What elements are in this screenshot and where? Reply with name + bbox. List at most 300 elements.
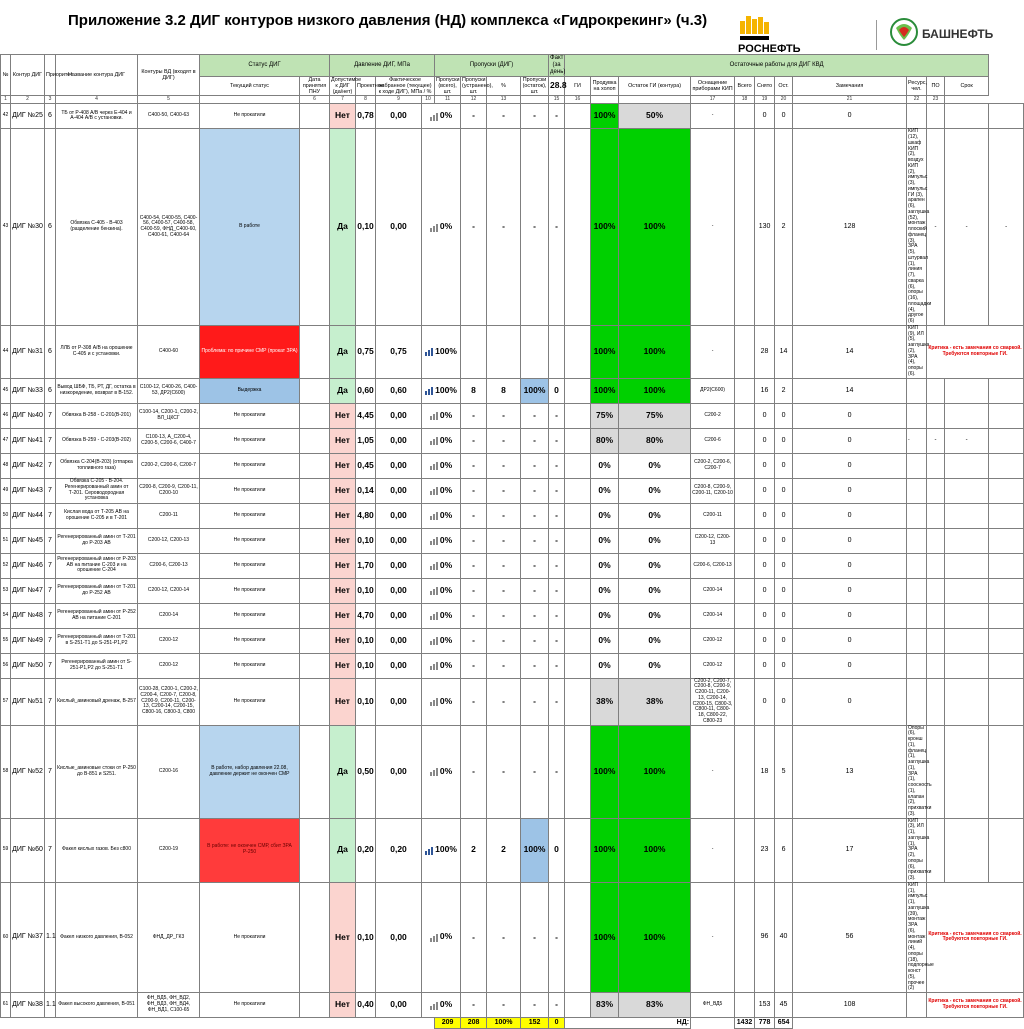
- contour-cell: ДИГ №51: [11, 678, 45, 725]
- resources-cell: -: [927, 428, 945, 453]
- vd-cell: С200-12: [138, 628, 200, 653]
- gaps-total-cell: -: [461, 478, 487, 503]
- left-cell: 0: [793, 403, 907, 428]
- left-cell: 14: [793, 378, 907, 403]
- table-row: [1, 325, 1024, 378]
- admitted-cell: Нет: [330, 403, 356, 428]
- signal-bars-icon: [430, 1000, 439, 1010]
- actual-pct-cell: [422, 678, 461, 725]
- status-cell: Не прокатили: [200, 503, 300, 528]
- gaps-pct-cell: -: [521, 653, 549, 678]
- gaps-total-cell: -: [461, 403, 487, 428]
- status-cell: Не прокатили: [200, 882, 300, 992]
- vd-cell: С400-50, С400-63: [138, 104, 200, 129]
- table-body: [1, 104, 1024, 1018]
- column-number: 21: [793, 96, 907, 104]
- gaps-total-cell: -: [461, 578, 487, 603]
- name-cell: Факел высокого давления, В-051: [56, 993, 138, 1018]
- table-row: [1, 503, 1024, 528]
- row-number: 52: [1, 553, 11, 578]
- contour-cell: ДИГ №33: [11, 378, 45, 403]
- term-cell: [989, 503, 1024, 528]
- date-cell: [300, 578, 330, 603]
- resources-cell: [927, 603, 945, 628]
- actual-pct-cell: [422, 528, 461, 553]
- gaps-fixed-cell: -: [487, 129, 521, 326]
- gaps-fixed-cell: -: [487, 678, 521, 725]
- col-no: №: [1, 55, 11, 96]
- purge-cell: 0%: [619, 553, 691, 578]
- status-cell: Не прокатили: [200, 104, 300, 129]
- gaps-left-cell: -: [549, 603, 565, 628]
- fact-cell: [565, 428, 591, 453]
- col-po: ПО: [927, 76, 945, 96]
- date-cell: [300, 603, 330, 628]
- gaps-left-cell: -: [549, 528, 565, 553]
- left-cell: 0: [793, 104, 907, 129]
- total-cell: 28: [755, 325, 775, 378]
- po-cell: [945, 578, 989, 603]
- remarks-cell: [907, 578, 927, 603]
- actual-pct-cell: [422, 104, 461, 129]
- gaps-left-cell: -: [549, 653, 565, 678]
- rest-gi-cell: -: [691, 725, 735, 818]
- actual-cell: 0,00: [376, 453, 422, 478]
- gaps-fixed-cell: -: [487, 403, 521, 428]
- actual-cell: 0,00: [376, 725, 422, 818]
- actual-pct-cell: [422, 378, 461, 403]
- remarks-cell: [907, 628, 927, 653]
- gaps-left-cell: -: [549, 129, 565, 326]
- remarks-cell: [907, 528, 927, 553]
- signal-bars-icon: [430, 932, 439, 942]
- kip-cell: [735, 403, 755, 428]
- resources-cell: [927, 503, 945, 528]
- admitted-cell: Нет: [330, 478, 356, 503]
- actual-pct-label: 100%: [435, 384, 457, 395]
- row-number: 57: [1, 678, 11, 725]
- gaps-left-cell: -: [549, 453, 565, 478]
- design-cell: 0,10: [356, 882, 376, 992]
- gaps-pct-cell: -: [521, 428, 549, 453]
- total-removed: 778: [755, 1018, 775, 1029]
- rest-gi-cell: ДР2(С600): [691, 378, 735, 403]
- col-gaps-left: Пропуски (остаток), шт.: [521, 76, 549, 96]
- design-cell: 0,10: [356, 578, 376, 603]
- priority-cell: 7: [45, 453, 56, 478]
- admitted-cell: Нет: [330, 553, 356, 578]
- priority-cell: 7: [45, 628, 56, 653]
- actual-pct-cell: [422, 725, 461, 818]
- vd-cell: С200-2, С200-6, С200-7: [138, 453, 200, 478]
- left-cell: 0: [793, 453, 907, 478]
- remarks-cell: КИП (9), ИЛ (5), заглушка (2), ЗРА (4), опоры (6).: [908, 324, 930, 377]
- name-cell: Регенерированный амин от Р-203 АВ на питание С-203 и на орошение С-204: [56, 553, 138, 578]
- total-cell: 18: [755, 725, 775, 818]
- column-number: 6: [300, 96, 330, 104]
- actual-pct-label: 0%: [439, 221, 453, 232]
- left-cell: 17: [793, 818, 907, 882]
- remarks-cell: [907, 503, 927, 528]
- po-cell: [945, 553, 989, 578]
- vd-cell: ФН_ВД5, ФН_ВД2, ФН_ВД3, ФН_ВД4, ФН_ВД1, С100-65: [138, 993, 200, 1018]
- removed-cell: 0: [775, 528, 793, 553]
- total-cell: 0: [755, 478, 775, 503]
- priority-cell: 7: [45, 553, 56, 578]
- row-number: 60: [1, 882, 11, 992]
- admitted-cell: Нет: [330, 104, 356, 129]
- vd-cell: С200-6, С200-13: [138, 553, 200, 578]
- priority-cell: 7: [45, 678, 56, 725]
- total-cell: 0: [755, 578, 775, 603]
- total-cell: 0: [755, 678, 775, 725]
- gaps-pct-cell: -: [521, 603, 549, 628]
- term-cell: [989, 428, 1024, 453]
- total-fixed: 208: [461, 1018, 487, 1029]
- po-cell: [945, 378, 989, 403]
- status-cell: Не прокатили: [200, 678, 300, 725]
- name-cell: Регенерированный амин от Т-201 до Р-203 АВ: [56, 528, 138, 553]
- total-cell: 0: [755, 104, 775, 129]
- gaps-pct-cell: -: [521, 478, 549, 503]
- date-cell: [300, 993, 330, 1018]
- removed-cell: 5: [775, 725, 793, 818]
- gaps-fixed-cell: -: [487, 882, 521, 992]
- row-number: 48: [1, 453, 11, 478]
- row-number: 55: [1, 628, 11, 653]
- date-cell: [300, 478, 330, 503]
- gaps-total-cell: -: [461, 129, 487, 326]
- table-row: [1, 603, 1024, 628]
- col-design: Проектное: [356, 76, 376, 96]
- name-cell: Регенерированный амин от Т-201 до Р-252 АВ: [56, 578, 138, 603]
- gi-cell: 80%: [591, 428, 619, 453]
- po-cell: [945, 653, 989, 678]
- actual-pct-cell: [422, 578, 461, 603]
- gaps-total-cell: -: [461, 882, 487, 992]
- po-cell: [945, 403, 989, 428]
- name-cell: Регенерированный амин от Р-252 АВ на питание С-201: [56, 603, 138, 628]
- vd-cell: С400-60: [138, 325, 200, 378]
- left-cell: 0: [793, 553, 907, 578]
- design-cell: 0,10: [356, 628, 376, 653]
- gaps-pct-cell: 100%: [521, 378, 549, 403]
- term-cell: [989, 553, 1024, 578]
- column-number: 13: [487, 96, 521, 104]
- actual-cell: 0,20: [376, 818, 422, 882]
- fact-cell: [565, 553, 591, 578]
- contour-cell: ДИГ №50: [11, 653, 45, 678]
- column-number: 20: [775, 96, 793, 104]
- purge-cell: 100%: [619, 129, 691, 326]
- po-cell: [945, 725, 989, 818]
- signal-bars-icon: [430, 536, 439, 546]
- actual-cell: 0,00: [376, 478, 422, 503]
- date-cell: [300, 818, 330, 882]
- kip-cell: [735, 453, 755, 478]
- column-number: 15: [549, 96, 565, 104]
- col-gaps-total: Пропуски (всего), шт.: [436, 76, 460, 96]
- left-cell: 0: [793, 503, 907, 528]
- kip-cell: [735, 503, 755, 528]
- rosneft-logo: [738, 14, 868, 56]
- term-cell: [989, 628, 1024, 653]
- removed-cell: 2: [775, 378, 793, 403]
- actual-pct-label: 0%: [439, 434, 453, 445]
- removed-cell: 14: [775, 325, 793, 378]
- actual-cell: 0,00: [376, 628, 422, 653]
- actual-pct-label: 0%: [439, 765, 453, 776]
- rest-gi-cell: С200-2, С200-6, С200-7: [691, 453, 735, 478]
- col-priority: Приоритет: [45, 55, 56, 96]
- row-number: 58: [1, 725, 11, 818]
- fact-value: 28.8: [549, 76, 565, 96]
- gaps-pct-cell: -: [521, 104, 549, 129]
- bashneft-logo: [886, 14, 1020, 56]
- priority-cell: 7: [45, 725, 56, 818]
- row-number: 43: [1, 129, 11, 326]
- column-number: 16: [565, 96, 591, 104]
- total-cell: 96: [755, 882, 775, 992]
- resources-cell: [927, 553, 945, 578]
- po-cell: [945, 104, 989, 129]
- resources-cell: [927, 528, 945, 553]
- fact-cell: [565, 453, 591, 478]
- actual-cell: 0,00: [376, 428, 422, 453]
- row-number: 47: [1, 428, 11, 453]
- table-row: [1, 578, 1024, 603]
- col-rest-gi: Остаток ГИ (контура): [619, 76, 691, 96]
- remarks-cell: КИП (3), ИЛ (1), заглушка (1), ЗРА (2), опоры (6), прихватки (3).: [908, 817, 932, 882]
- removed-cell: 0: [775, 403, 793, 428]
- signal-bars-icon: [425, 845, 434, 855]
- design-cell: 0,45: [356, 453, 376, 478]
- row-number: 49: [1, 478, 11, 503]
- fact-cell: [565, 678, 591, 725]
- left-cell: 0: [793, 478, 907, 503]
- col-resources: Ресурс, чел.: [907, 76, 927, 96]
- name-cell: Факел кислых газов. Без с800: [56, 818, 138, 882]
- status-cell: Проблема: по причине СМР (прокат ЗРА): [200, 325, 300, 378]
- name-cell: Кислый_аминовый дренаж, В-257: [56, 678, 138, 725]
- col-date-pnu: Дата принятия ПНУ: [300, 76, 330, 96]
- resources-cell: [927, 678, 945, 725]
- date-cell: [300, 678, 330, 725]
- left-cell: 128: [793, 129, 907, 326]
- actual-cell: 0,00: [376, 553, 422, 578]
- rest-gi-cell: -: [691, 104, 735, 129]
- name-cell: Обвязка В-258 - С-201(В-201): [56, 403, 138, 428]
- rest-gi-cell: С200-6: [691, 428, 735, 453]
- gi-cell: 100%: [591, 104, 619, 129]
- left-cell: 56: [793, 882, 907, 992]
- actual-pct-label: 0%: [439, 695, 453, 706]
- priority-cell: 7: [45, 428, 56, 453]
- gaps-pct-cell: -: [521, 528, 549, 553]
- actual-cell: 0,00: [376, 882, 422, 992]
- gaps-fixed-cell: -: [487, 653, 521, 678]
- resources-cell: [927, 453, 945, 478]
- remarks-cell: [907, 104, 927, 129]
- total-cell: 0: [755, 503, 775, 528]
- po-cell: [945, 603, 989, 628]
- kip-cell: [735, 993, 755, 1018]
- name-cell: Обвязка С-405 - В-403 (разделение бензина).: [56, 129, 138, 326]
- total-cell: 0: [755, 528, 775, 553]
- vd-cell: С200-12, С200-13: [138, 528, 200, 553]
- vd-cell: С200-14: [138, 603, 200, 628]
- actual-pct-cell: [422, 553, 461, 578]
- date-cell: [300, 553, 330, 578]
- gaps-left-cell: 0: [549, 818, 565, 882]
- actual-cell: 0,75: [376, 325, 422, 378]
- total-remaining: 654: [775, 1018, 793, 1029]
- purge-cell: 0%: [619, 628, 691, 653]
- fact-cell: [565, 503, 591, 528]
- gaps-total-cell: -: [461, 553, 487, 578]
- col-total: Всего: [735, 76, 755, 96]
- status-cell: Выдержка: [200, 378, 300, 403]
- priority-cell: 7: [45, 603, 56, 628]
- admitted-cell: Да: [330, 725, 356, 818]
- term-cell: [989, 528, 1024, 553]
- gaps-left-cell: -: [549, 428, 565, 453]
- actual-pct-cell: [422, 325, 461, 378]
- gaps-left-cell: -: [549, 503, 565, 528]
- term-cell: [989, 453, 1024, 478]
- col-gi: ГИ: [565, 76, 591, 96]
- purge-cell: 80%: [619, 428, 691, 453]
- row-number: 51: [1, 528, 11, 553]
- remarks-cell: [907, 603, 927, 628]
- row-number: 45: [1, 378, 11, 403]
- remarks-cell: [907, 453, 927, 478]
- remarks-cell: [907, 678, 927, 725]
- fact-cell: [565, 325, 591, 378]
- kip-cell: [735, 603, 755, 628]
- priority-cell: 7: [45, 503, 56, 528]
- gaps-pct-cell: -: [521, 553, 549, 578]
- total-left: 152: [521, 1018, 549, 1029]
- contour-cell: ДИГ №47: [11, 578, 45, 603]
- priority-cell: 1.1: [45, 993, 56, 1018]
- fact-cell: [565, 628, 591, 653]
- po-cell: [945, 678, 989, 725]
- remarks-cell: [907, 993, 927, 1018]
- purge-cell: 0%: [619, 578, 691, 603]
- gaps-total-cell: -: [461, 453, 487, 478]
- gaps-pct-cell: -: [521, 403, 549, 428]
- purge-cell: 100%: [619, 725, 691, 818]
- remarks-cell: [907, 378, 927, 403]
- priority-cell: 7: [45, 653, 56, 678]
- fact-cell: [565, 882, 591, 992]
- signal-bars-icon: [425, 347, 434, 357]
- row-number: 59: [1, 818, 11, 882]
- removed-cell: 0: [775, 628, 793, 653]
- column-number: [619, 96, 691, 104]
- date-cell: [300, 104, 330, 129]
- kip-cell: [735, 578, 755, 603]
- remarks-cell: [907, 403, 927, 428]
- kip-cell: [735, 478, 755, 503]
- contour-cell: ДИГ №60: [11, 818, 45, 882]
- name-cell: ТБ от Р-408 А/В через Е-404 и А-404 А/В с установки.: [56, 104, 138, 129]
- gi-cell: 0%: [591, 453, 619, 478]
- gi-cell: 100%: [591, 129, 619, 326]
- actual-pct-label: 0%: [439, 534, 453, 545]
- rest-gi-cell: -: [691, 325, 735, 378]
- table-row: [1, 378, 1024, 403]
- column-number: 2: [11, 96, 45, 104]
- actual-pct-cell: [422, 478, 461, 503]
- col-kip: Оснащение приборами КИП: [691, 76, 735, 96]
- gaps-left-cell: -: [549, 553, 565, 578]
- design-cell: 4,70: [356, 603, 376, 628]
- gaps-total-cell: -: [461, 678, 487, 725]
- rest-gi-cell: С200-12: [691, 628, 735, 653]
- po-cell: -: [945, 129, 989, 326]
- name-cell: Обвязка С-204(В-203) (отпарка топливного газа): [56, 453, 138, 478]
- date-cell: [300, 528, 330, 553]
- status-cell: В работе: [200, 129, 300, 326]
- gaps-pct-cell: -: [521, 882, 549, 992]
- rest-gi-cell: -: [691, 129, 735, 326]
- column-number: 10: [422, 96, 435, 104]
- total-all: 1432: [735, 1018, 755, 1029]
- row-number: 61: [1, 993, 11, 1018]
- table-row: [1, 882, 1024, 992]
- priority-cell: 1.1: [45, 882, 56, 992]
- term-cell: [989, 603, 1024, 628]
- term-cell: [989, 653, 1024, 678]
- table-row: [1, 653, 1024, 678]
- date-cell: [300, 325, 330, 378]
- resources-cell: [927, 628, 945, 653]
- contour-cell: ДИГ №30: [11, 129, 45, 326]
- signal-bars-icon: [430, 661, 439, 671]
- gaps-left-cell: -: [549, 882, 565, 992]
- status-cell: Не прокатили: [200, 403, 300, 428]
- actual-pct-cell: [422, 628, 461, 653]
- column-number: 23: [927, 96, 945, 104]
- column-number: 9: [376, 96, 422, 104]
- contour-cell: ДИГ №41: [11, 428, 45, 453]
- gaps-left-cell: -: [549, 478, 565, 503]
- contour-cell: ДИГ №48: [11, 603, 45, 628]
- kip-cell: [735, 628, 755, 653]
- col-contour: Контур ДИГ: [11, 55, 45, 96]
- admitted-cell: Да: [330, 818, 356, 882]
- name-cell: Факел низкого давления, В-052: [56, 882, 138, 992]
- fact-cell: [565, 104, 591, 129]
- gaps-fixed-cell: -: [487, 104, 521, 129]
- column-number: 1: [1, 96, 11, 104]
- rest-gi-cell: С200-8, С200-9, С200-11, С200-10: [691, 478, 735, 503]
- critical-note-cell: Критика - есть замечания со сваркой. Требуются повторные ГИ.: [927, 882, 1024, 992]
- actual-pct-label: 0%: [439, 509, 453, 520]
- gaps-left-cell: -: [549, 578, 565, 603]
- col-removed: Снято: [755, 76, 775, 96]
- actual-cell: 0,00: [376, 653, 422, 678]
- admitted-cell: Да: [330, 129, 356, 326]
- gaps-fixed-cell: -: [487, 453, 521, 478]
- gaps-total-cell: -: [461, 528, 487, 553]
- date-cell: [300, 129, 330, 326]
- contour-cell: ДИГ №38: [11, 993, 45, 1018]
- kip-cell: [735, 325, 755, 378]
- date-cell: [300, 403, 330, 428]
